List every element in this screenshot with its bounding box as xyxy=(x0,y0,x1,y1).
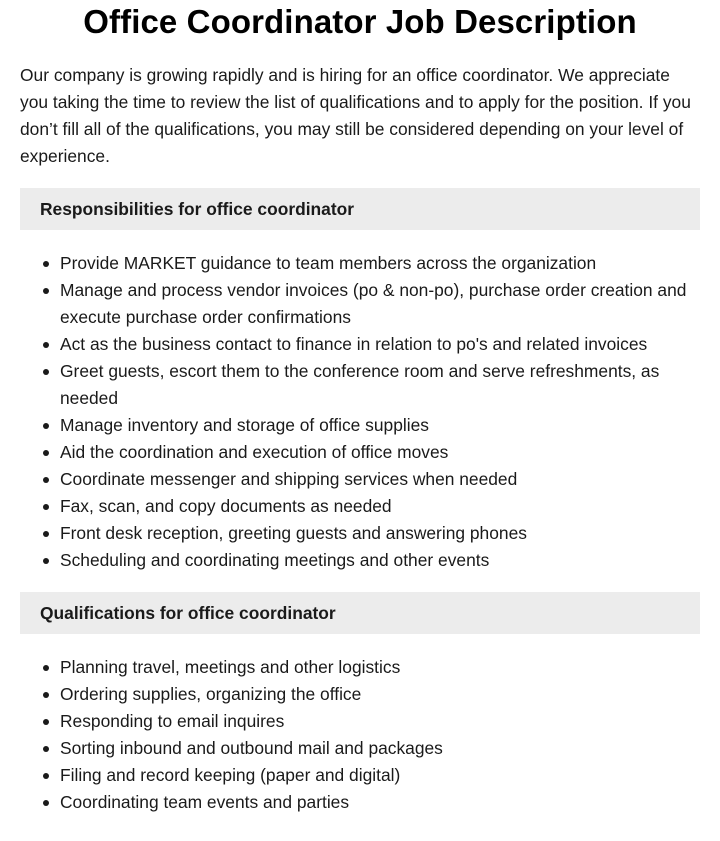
list-item: Filing and record keeping (paper and digital) xyxy=(60,762,700,789)
list-item: Manage and process vendor invoices (po & non-po), purchase order creation and execute purchase order confirmations xyxy=(60,277,700,331)
list-item: Fax, scan, and copy documents as needed xyxy=(60,493,700,520)
intro-paragraph: Our company is growing rapidly and is hiring for an office coordinator. We appreciate you taking the time to review the list of qualifications and to apply for the position. If you don’t fill all of the qualifications, you may still be considered depending on your level of experience. xyxy=(20,65,691,166)
list-item: Coordinate messenger and shipping services when needed xyxy=(60,466,700,493)
responsibilities-list xyxy=(20,250,700,574)
list-item: Act as the business contact to finance in relation to po's and related invoices xyxy=(60,331,700,358)
qualifications-list xyxy=(20,654,700,816)
list-item: Ordering supplies, organizing the office xyxy=(60,681,700,708)
list-item: Coordinating team events and parties xyxy=(60,789,700,816)
list-item: Planning travel, meetings and other logistics xyxy=(60,654,700,681)
page-title: Office Coordinator Job Description xyxy=(83,3,637,40)
list-item: Responding to email inquires xyxy=(60,708,700,735)
responsibilities-heading: Responsibilities for office coordinator xyxy=(20,188,700,230)
list-item: Scheduling and coordinating meetings and other events xyxy=(60,547,700,574)
list-item: Manage inventory and storage of office supplies xyxy=(60,412,700,439)
list-item: Front desk reception, greeting guests and answering phones xyxy=(60,520,700,547)
list-item: Greet guests, escort them to the conference room and serve refreshments, as needed xyxy=(60,358,700,412)
list-item: Sorting inbound and outbound mail and packages xyxy=(60,735,700,762)
qualifications-heading: Qualifications for office coordinator xyxy=(20,592,700,634)
list-item: Aid the coordination and execution of office moves xyxy=(60,439,700,466)
list-item: Provide MARKET guidance to team members across the organization xyxy=(60,250,700,277)
